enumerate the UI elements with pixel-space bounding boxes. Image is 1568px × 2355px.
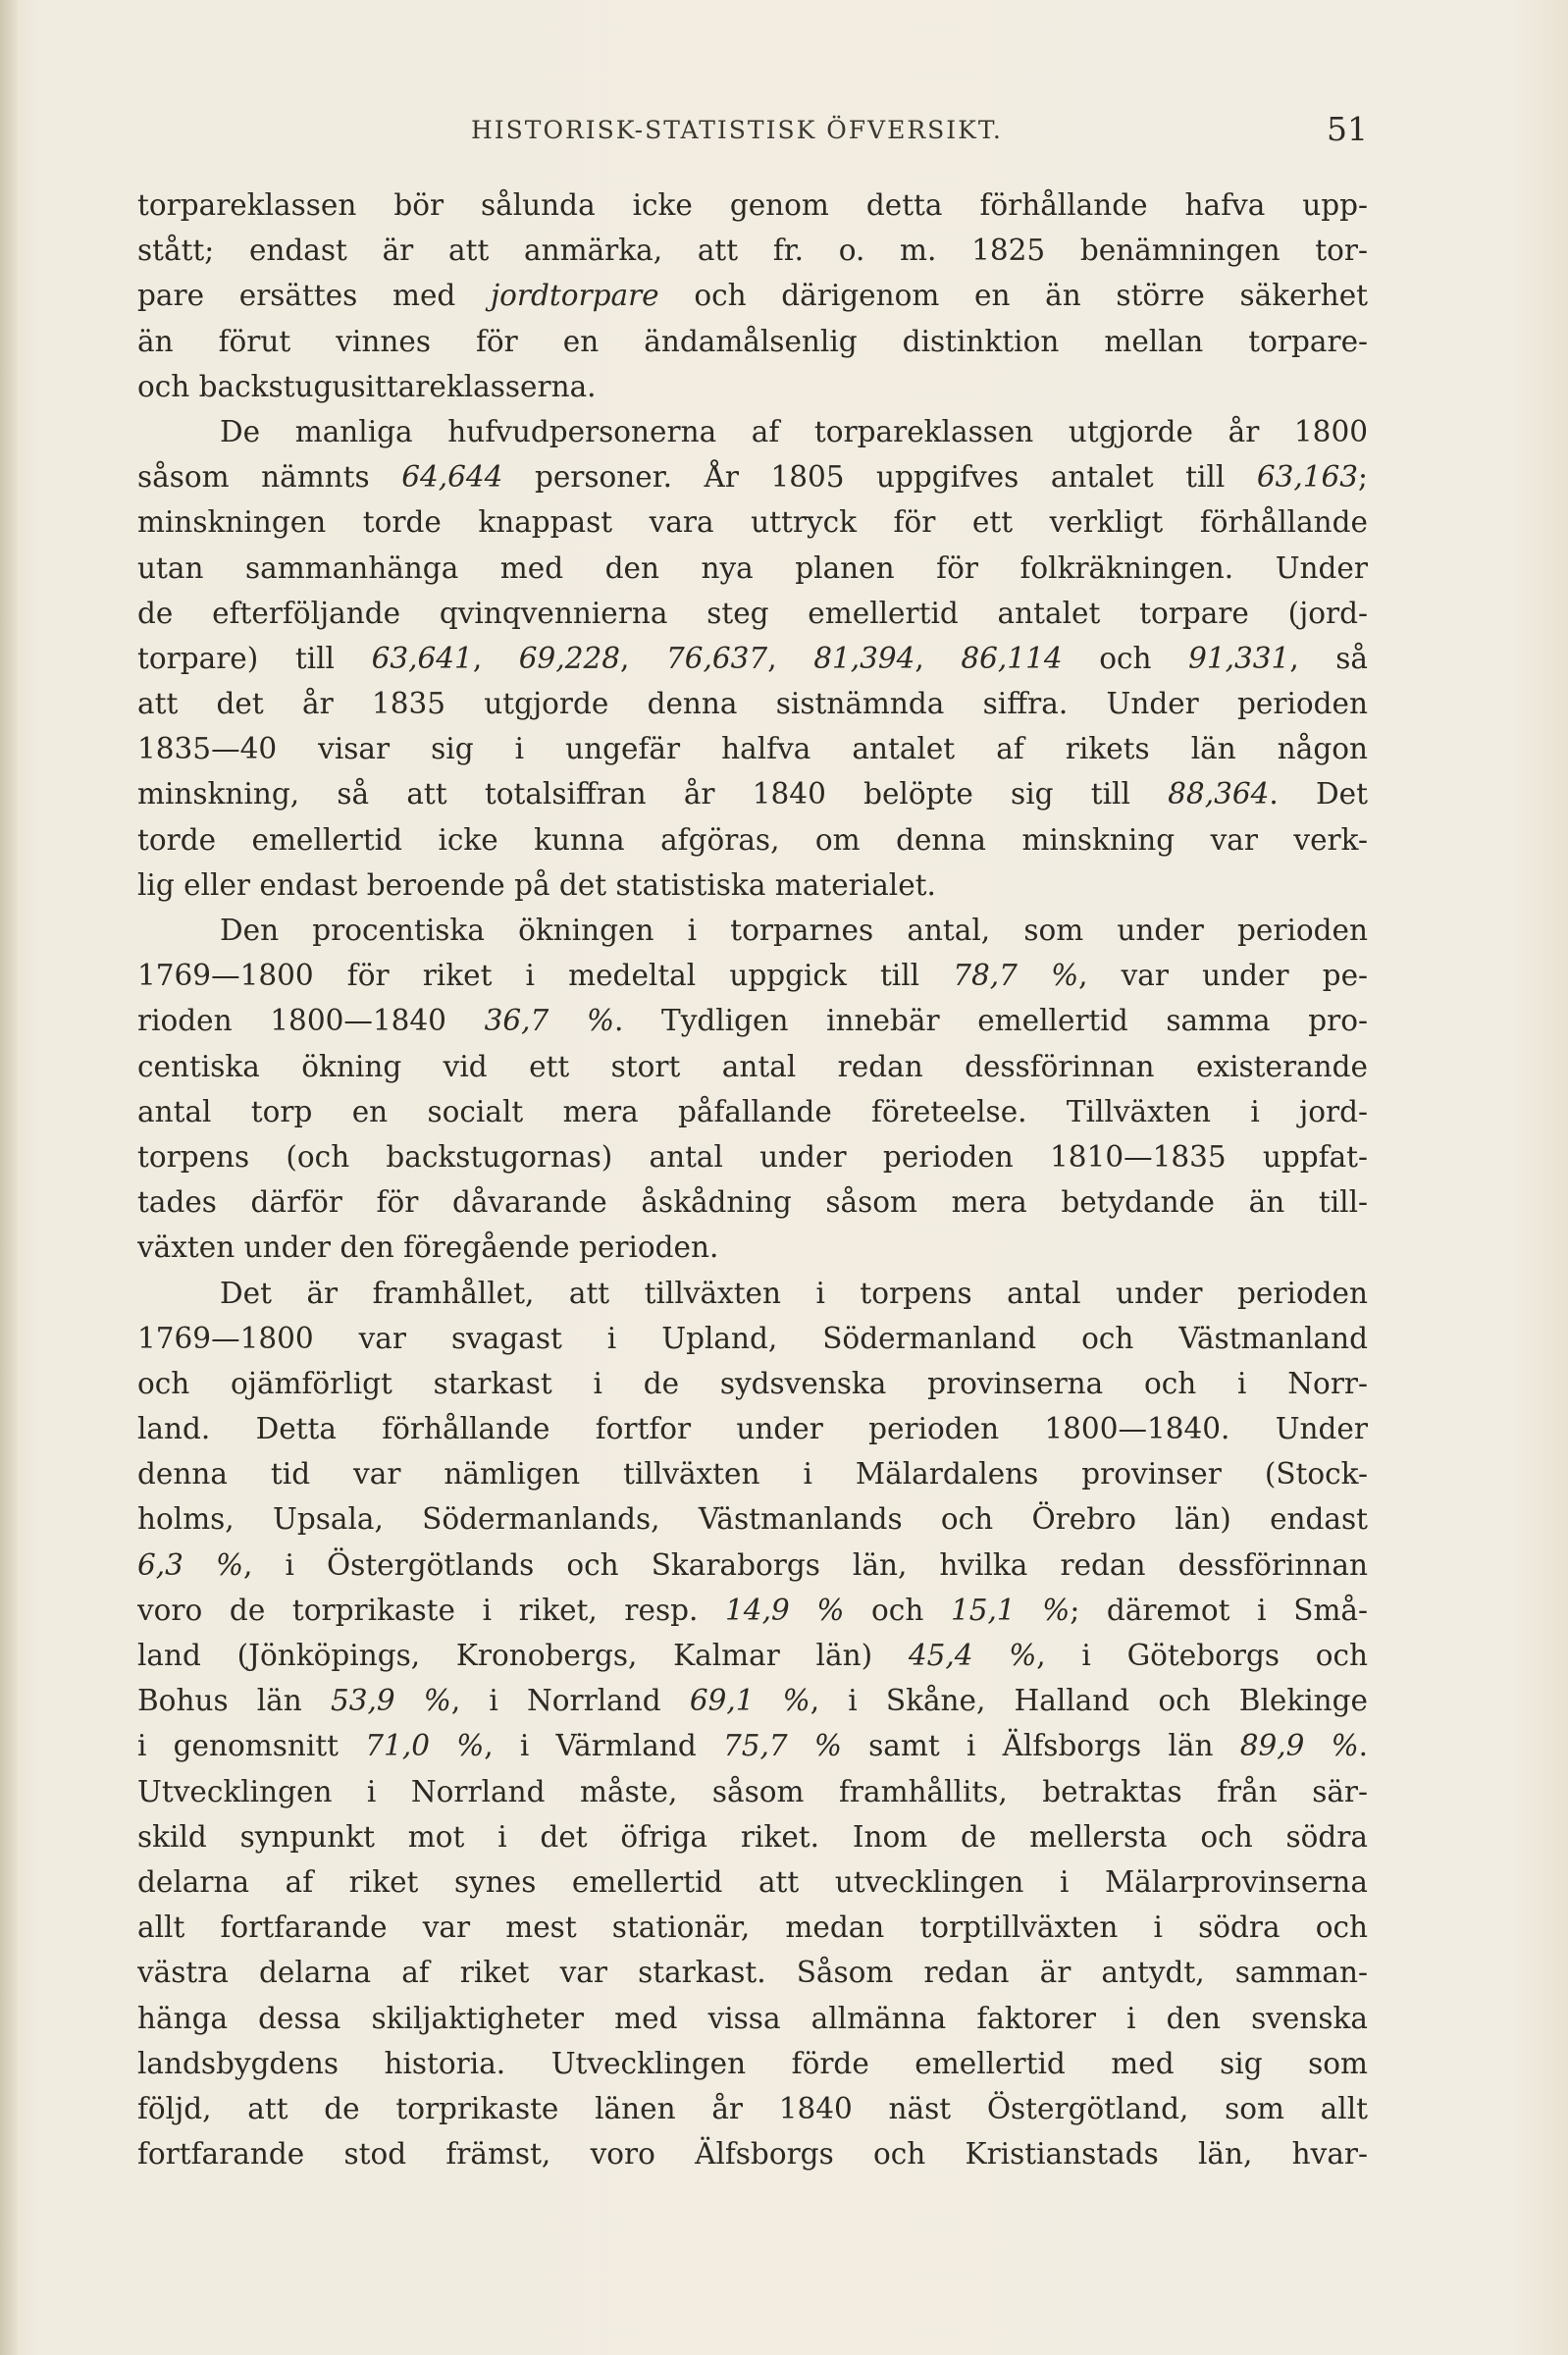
text-line [137, 1588, 1368, 1633]
text-line [137, 726, 1368, 771]
text-run: torpare) till [137, 641, 372, 675]
italic-figure: 86,114 [961, 641, 1063, 675]
text-run: ; [1358, 460, 1368, 495]
text-run: De manliga hufvudpersonerna af torpareklassen utgjorde år 1800 [220, 414, 1368, 448]
italic-figure: 69,228 [518, 641, 621, 675]
page-number: 51 [1327, 110, 1368, 148]
running-title: HISTORISK-STATISTISK ÖFVERSIKT. [471, 116, 1003, 144]
text-run: än förut vinnes för en ändamålsenlig distinktion mellan torpare- [137, 324, 1368, 358]
text-run: och därigenom en än större säkerhet [658, 279, 1368, 313]
text-run: växten under den föregående perioden. [137, 1230, 719, 1265]
italic-figure: 63,163 [1256, 460, 1359, 495]
italic-figure: 64,644 [401, 460, 503, 495]
text-run: och [1062, 641, 1189, 675]
text-line [137, 1271, 1368, 1316]
text-line [137, 681, 1368, 726]
text-run: . Tydligen innebär emellertid samma pro- [613, 1004, 1368, 1038]
text-run: lig eller endast beroende på det statistiska materialet. [137, 867, 936, 902]
text-line [137, 1496, 1368, 1542]
text-run: och [844, 1593, 951, 1627]
text-line [137, 1134, 1368, 1179]
text-run: Det är framhållet, att tillväxten i torpens antal under perioden [220, 1276, 1368, 1310]
text-run: , [620, 641, 666, 675]
text-line [137, 228, 1368, 273]
text-run: torpens (och backstugornas) antal under perioden 1810—1835 uppfat- [137, 1139, 1368, 1174]
text-run: denna tid var nämligen tillväxten i Mälardalens provinser (Stock- [137, 1457, 1368, 1492]
text-line [137, 1678, 1368, 1723]
text-run: land (Jönköpings, Kronobergs, Kalmar län) [137, 1639, 909, 1672]
italic-figure: 89,9 % [1239, 1729, 1359, 1763]
text-line [137, 1451, 1368, 1496]
text-run: land. Detta förhållande fortfor under perioden 1800—1840. Under [137, 1412, 1368, 1446]
text-line [137, 2131, 1368, 2176]
italic-figure: 53,9 % [330, 1684, 451, 1718]
italic-figure: 76,637 [665, 641, 768, 675]
text-run: , i Värmland [484, 1729, 723, 1763]
text-run: västra delarna af riket var starkast. Såsom redan är antydt, samman- [137, 1956, 1368, 1990]
text-run: torde emellertid icke kunna afgöras, om denna minskning var verk- [137, 822, 1368, 857]
text-line [137, 2086, 1368, 2131]
page-gutter [0, 0, 18, 2355]
text-run: , i Norrland [450, 1684, 690, 1718]
italic-figure: 69,1 % [689, 1684, 810, 1718]
text-line [137, 1814, 1368, 1859]
text-run: hänga dessa skiljaktigheter med vissa allmänna faktorer i den svenska [137, 2001, 1368, 2035]
text-run: fortfarande stod främst, voro Älfsborgs och Kristianstads län, hvar- [137, 2137, 1368, 2172]
text-run: såsom nämnts [137, 460, 402, 495]
text-line [137, 1044, 1368, 1089]
text-run: rioden 1800—1840 [137, 1004, 485, 1038]
italic-figure: 63,641 [371, 641, 473, 675]
running-head [137, 110, 1368, 157]
italic-figure: 45,4 % [908, 1639, 1037, 1672]
text-line [137, 771, 1368, 816]
italic-figure: 15,1 % [950, 1593, 1071, 1627]
italic-figure: 36,7 % [484, 1004, 614, 1038]
text-run: landsbygdens historia. Utvecklingen förde emellertid med sig som [137, 2046, 1368, 2080]
text-run: och ojämförligt starkast i de sydsvenska provinserna och i Norr- [137, 1366, 1368, 1400]
text-run: , var under pe- [1078, 959, 1368, 993]
italic-figure: 88,364 [1168, 777, 1270, 811]
text-run: Utvecklingen i Norrland måste, såsom framhållits, betraktas från sär- [137, 1774, 1368, 1808]
text-run: . [1358, 1729, 1368, 1763]
text-run: ; däremot i Små- [1070, 1593, 1368, 1627]
text-line [137, 1406, 1368, 1451]
text-line [137, 273, 1368, 318]
text-line [137, 546, 1368, 591]
text-line [137, 817, 1368, 863]
text-line [137, 1905, 1368, 1950]
text-run: följd, att de torprikaste länen år 1840 näst Östergötland, som allt [137, 2091, 1368, 2125]
text-run: torpareklassen bör sålunda icke genom detta förhållande hafva upp- [137, 188, 1368, 222]
text-run: personer. År 1805 uppgifves antalet till [502, 460, 1257, 495]
text-line [137, 953, 1368, 998]
text-line [137, 863, 1368, 908]
text-line [137, 1859, 1368, 1905]
text-line [137, 1179, 1368, 1225]
italic-figure: 71,0 % [365, 1729, 485, 1763]
text-run: samt i Älfsborgs län [841, 1729, 1240, 1763]
text-line [137, 319, 1368, 364]
text-run: att det år 1835 utgjorde denna sistnämnda siffra. Under perioden [137, 687, 1368, 721]
text-line [137, 409, 1368, 454]
text-line [137, 454, 1368, 499]
text-run: minskning, så att totalsiffran år 1840 belöpte sig till [137, 777, 1169, 811]
text-run: utan sammanhänga med den nya planen för folkräkningen. Under [137, 550, 1368, 585]
text-run: , i Östergötlands och Skaraborgs län, hvilka redan dessförinnan [243, 1547, 1368, 1582]
text-run: de efterföljande qvinqvennierna steg emellertid antalet torpare (jord- [137, 596, 1368, 630]
text-line [137, 1723, 1368, 1768]
text-run: , så [1289, 641, 1368, 675]
text-run: voro de torprikaste i riket, resp. [137, 1593, 726, 1627]
text-line [137, 499, 1368, 545]
text-run: antal torp en socialt mera påfallande företeelse. Tillväxten i jord- [137, 1094, 1368, 1128]
text-line [137, 591, 1368, 636]
text-run: pare ersättes med [137, 279, 491, 313]
text-line [137, 1361, 1368, 1406]
text-run: stått; endast är att anmärka, att fr. o. m. 1825 benämningen tor- [137, 234, 1368, 268]
text-run: i genomsnitt [137, 1729, 366, 1763]
text-line [137, 1996, 1368, 2041]
italic-figure: jordtorpare [490, 279, 659, 313]
text-run: , [472, 641, 519, 675]
text-run: , i Skåne, Halland och Blekinge [810, 1684, 1368, 1718]
italic-figure: 91,331 [1188, 641, 1290, 675]
text-line [137, 1543, 1368, 1588]
text-run: . Det [1269, 777, 1368, 811]
text-run: och backstugusittareklasserna. [137, 369, 597, 403]
italic-figure: 6,3 % [137, 1547, 244, 1582]
italic-figure: 75,7 % [722, 1729, 842, 1763]
text-run: allt fortfarande var mest stationär, medan torptillväxten i södra och [137, 1910, 1368, 1945]
italic-figure: 78,7 % [953, 959, 1079, 993]
text-line [137, 1225, 1368, 1270]
text-run: , [767, 641, 814, 675]
text-line [137, 1089, 1368, 1134]
text-run: 1769—1800 för riket i medeltal uppgick till [137, 959, 954, 993]
italic-figure: 14,9 % [725, 1593, 845, 1627]
text-line [137, 998, 1368, 1043]
text-line [137, 1633, 1368, 1678]
text-line [137, 1769, 1368, 1814]
text-run: , i Göteborgs och [1036, 1639, 1368, 1672]
text-run: Bohus län [137, 1684, 331, 1718]
text-run: 1835—40 visar sig i ungefär halfva antalet af rikets län någon [137, 732, 1368, 766]
body-text [137, 183, 1368, 2176]
text-run: , [915, 641, 962, 675]
text-run: Den procentiska ökningen i torparnes antal, som under perioden [220, 914, 1368, 947]
text-line [137, 1950, 1368, 1995]
text-run: centiska ökning vid ett stort antal redan dessförinnan existerande [137, 1049, 1368, 1083]
text-run: 1769—1800 var svagast i Upland, Södermanland och Västmanland [137, 1321, 1368, 1355]
text-line [137, 908, 1368, 953]
text-line [137, 2041, 1368, 2086]
italic-figure: 81,394 [813, 641, 915, 675]
text-line [137, 364, 1368, 409]
text-run: holms, Upsala, Södermanlands, Västmanlands och Örebro län) endast [137, 1502, 1368, 1537]
text-run: delarna af riket synes emellertid att utvecklingen i Mälarprovinserna [137, 1864, 1368, 1899]
text-run: skild synpunkt mot i det öfriga riket. Inom de mellersta och södra [137, 1819, 1368, 1854]
text-line [137, 636, 1368, 681]
text-run: tades därför för dåvarande åskådning såsom mera betydande än till- [137, 1185, 1368, 1220]
text-line [137, 1316, 1368, 1361]
text-run: minskningen torde knappast vara uttryck för ett verkligt förhållande [137, 505, 1368, 540]
text-line [137, 183, 1368, 228]
